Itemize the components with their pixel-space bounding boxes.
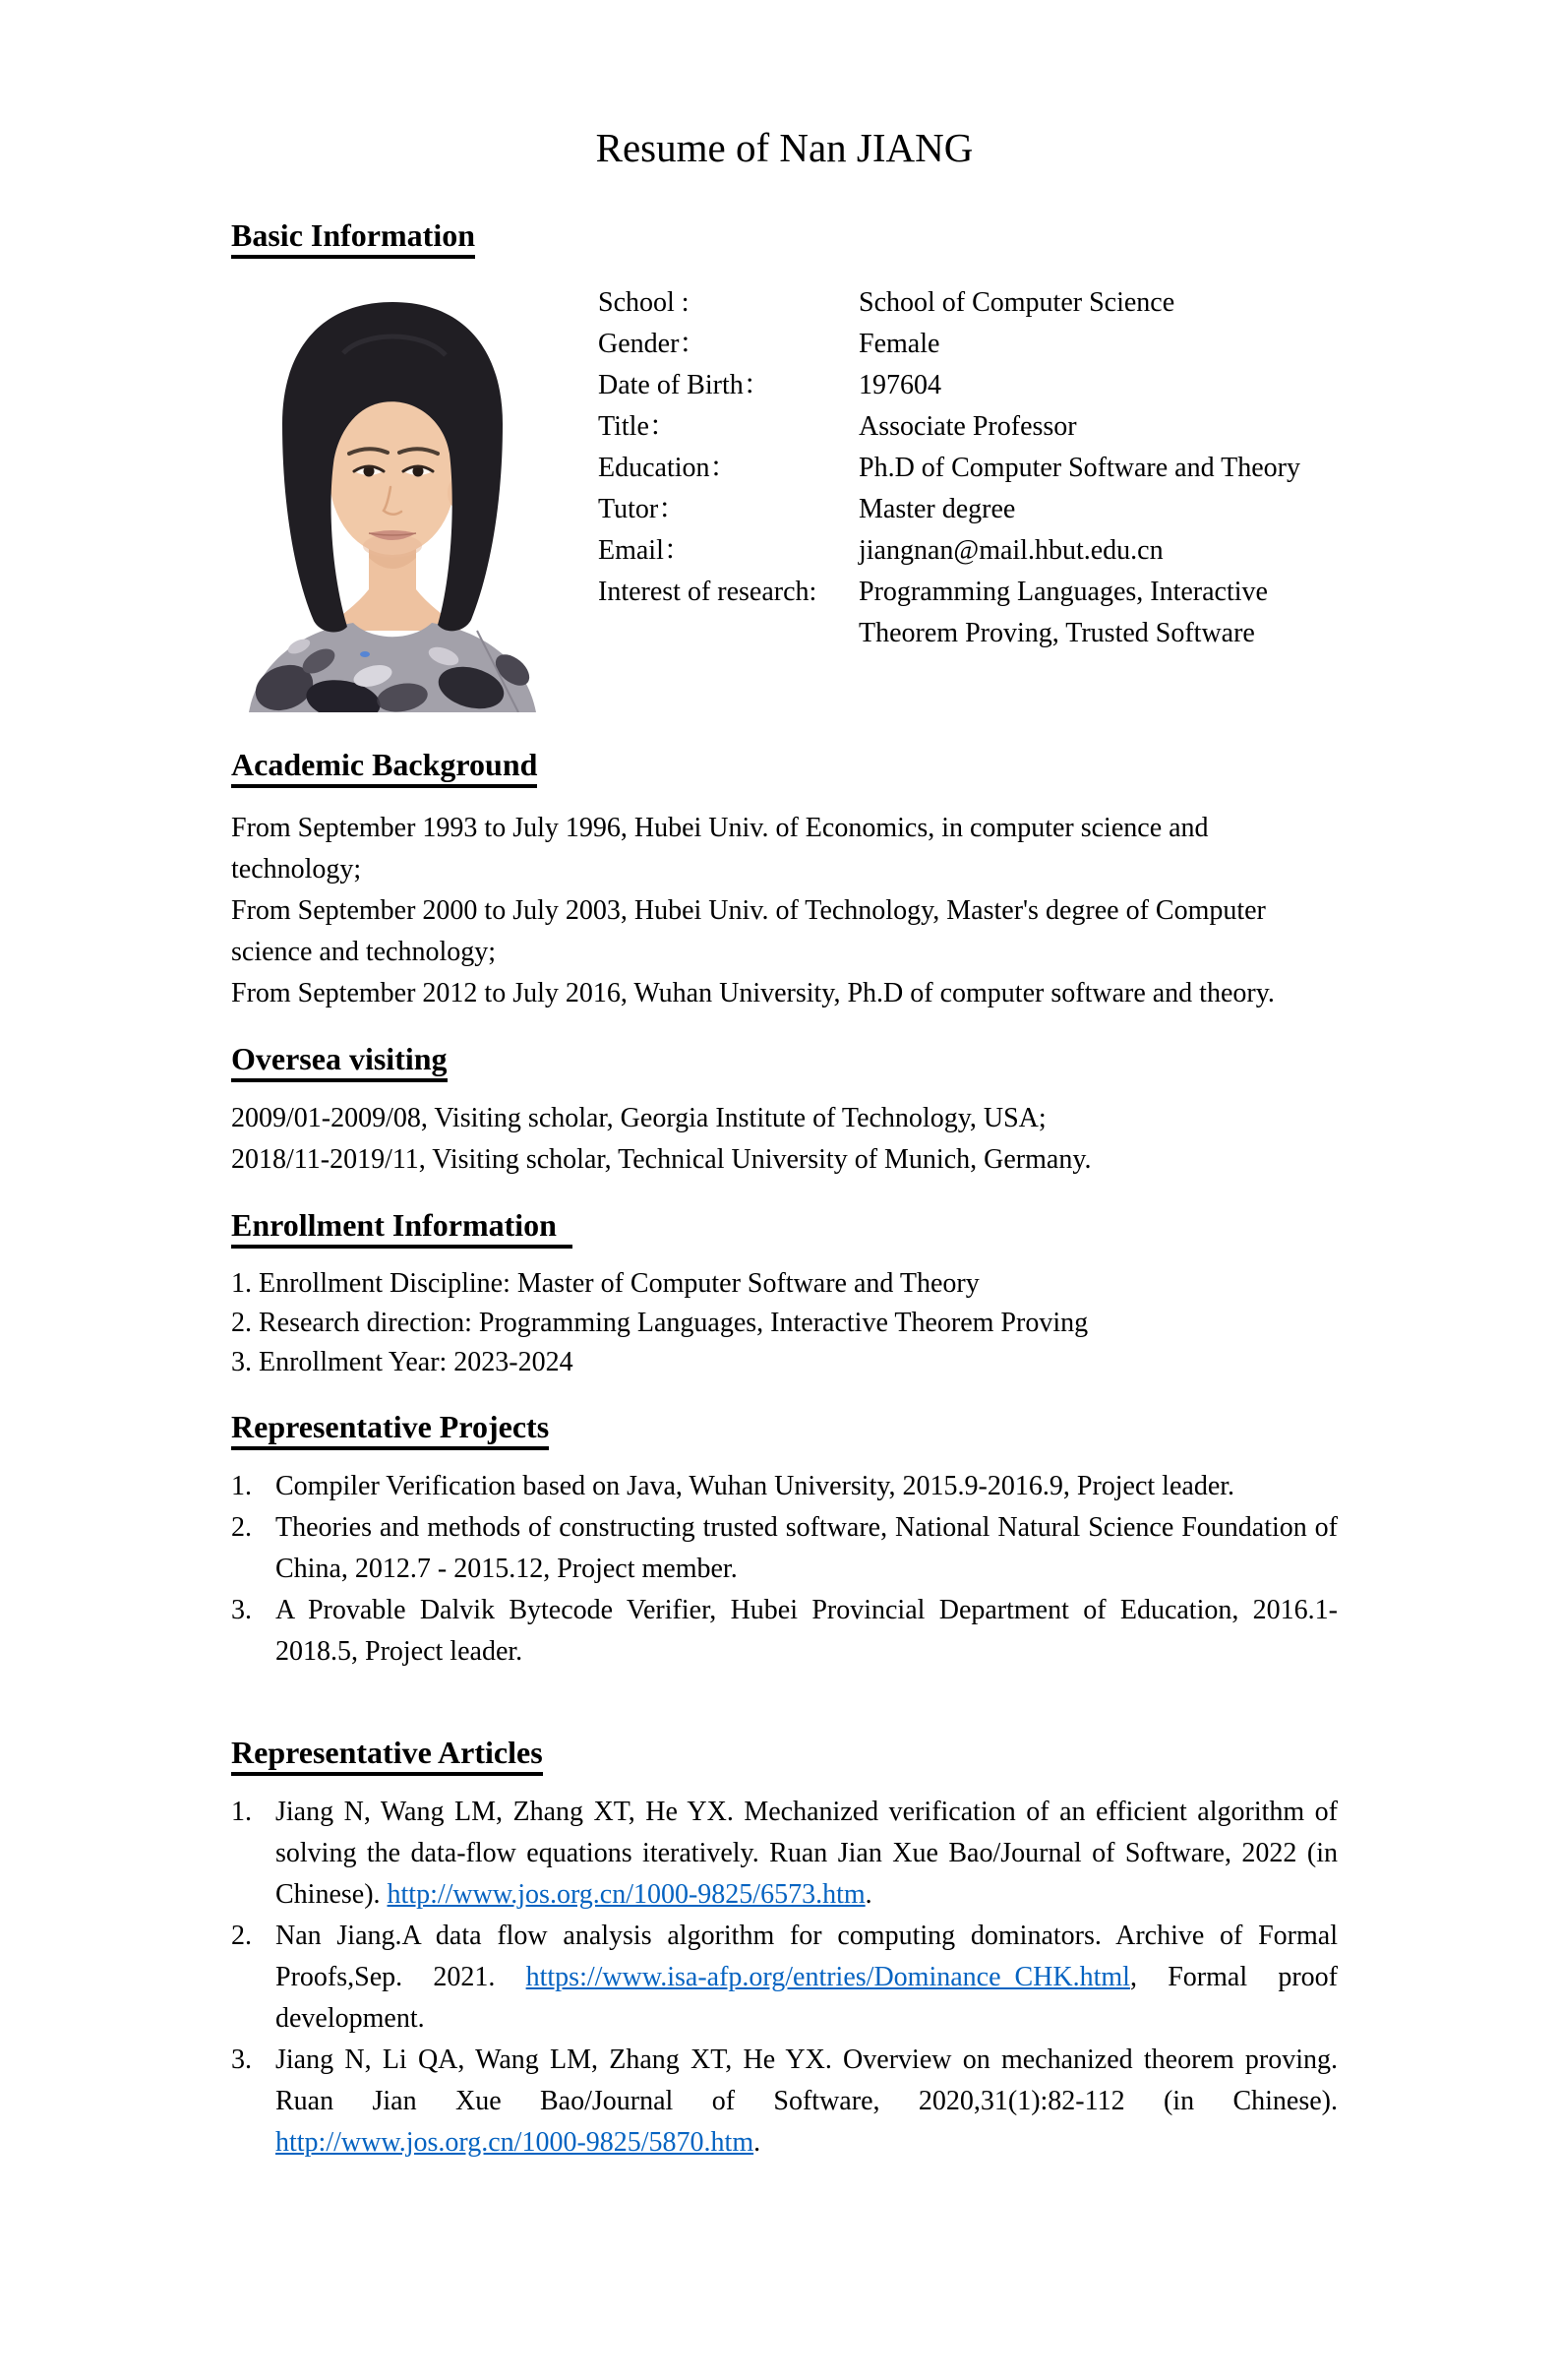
field-label-email: Email： — [598, 535, 691, 566]
article-link[interactable]: https://www.isa-afp.org/entries/Dominance_CHK.html — [525, 1962, 1130, 1992]
article-item — [231, 1916, 1338, 2040]
heading-enrollment-information: Enrollment Information — [231, 1206, 1338, 1249]
field-label-interest: Interest of research: — [598, 577, 817, 607]
project-item — [231, 1590, 1338, 1673]
project-item-text: A Provable Dalvik Bytecode Verifier, Hubei Provincial Department of Education, 2016.1-2018.5, Project leader. — [275, 1595, 1338, 1667]
article-citation: Nan Jiang.A data flow analysis algorithm for computing dominators. Archive of Formal Proofs,Sep. 2021. — [275, 1921, 1338, 1992]
profile-photo — [225, 294, 560, 712]
section-enrollment-information — [231, 1206, 1338, 1382]
field-label-education: Education： — [598, 453, 738, 483]
oversea-paragraph: 2009/01-2009/08, Visiting scholar, Georgia Institute of Technology, USA; — [231, 1103, 1047, 1133]
heading-representative-projects: Representative Projects — [231, 1408, 1338, 1450]
section-representative-projects — [231, 1408, 1338, 1673]
section-basic-information — [231, 216, 1338, 712]
project-item — [231, 1507, 1338, 1590]
page-title: Resume of Nan JIANG — [595, 125, 974, 170]
article-item-number: 1. — [231, 1797, 252, 1827]
article-item — [231, 2040, 1338, 2164]
article-item-text — [275, 1792, 1338, 1916]
article-citation: Jiang N, Li QA, Wang LM, Zhang XT, He YX. Overview on mechanized theorem proving. Ruan Jian Xue Bao/Journal of Software, 2020,31(1):82-112 (in Chinese). — [275, 2044, 1338, 2116]
article-item-number: 3. — [231, 2044, 252, 2075]
field-label-tutor: Tutor： — [598, 494, 687, 524]
academic-paragraph: From September 2000 to July 2003, Hubei Univ. of Technology, Master's degree of Computer science and technology; — [231, 895, 1266, 967]
heading-basic-information: Basic Information — [231, 216, 1338, 259]
project-item-text: Theories and methods of constructing trusted software, National Natural Science Foundation of China, 2012.7 - 2015.12, Project member. — [275, 1512, 1338, 1584]
article-link[interactable]: http://www.jos.org.cn/1000-9825/5870.htm — [275, 2127, 754, 2158]
field-value-email: jiangnan@mail.hbut.edu.cn — [859, 535, 1164, 566]
section-oversea-visiting — [231, 1040, 1338, 1181]
field-value-tutor: Master degree — [859, 494, 1016, 524]
article-item-number: 2. — [231, 1921, 252, 1951]
article-item — [231, 1792, 1338, 1916]
enrollment-item: 2. Research direction: Programming Languages, Interactive Theorem Proving — [231, 1308, 1089, 1338]
heading-oversea-visiting: Oversea visiting — [231, 1040, 1338, 1082]
oversea-paragraph: 2018/11-2019/11, Visiting scholar, Technical University of Munich, Germany. — [231, 1144, 1092, 1175]
field-value-date-of-birth: 197604 — [859, 370, 941, 400]
enrollment-item: 1. Enrollment Discipline: Master of Computer Software and Theory — [231, 1268, 980, 1299]
project-item-number: 1. — [231, 1471, 252, 1501]
field-value-gender: Female — [859, 329, 940, 359]
article-item-text — [275, 2040, 1338, 2164]
article-link[interactable]: http://www.jos.org.cn/1000-9825/6573.htm — [387, 1879, 866, 1910]
field-value-title: Associate Professor — [859, 411, 1077, 442]
project-item — [231, 1466, 1338, 1507]
project-item-number: 3. — [231, 1595, 252, 1625]
field-value-school: School of Computer Science — [859, 287, 1175, 318]
project-item-text: Compiler Verification based on Java, Wuhan University, 2015.9-2016.9, Project leader. — [275, 1471, 1235, 1501]
field-value-interest: Programming Languages, Interactive Theorem Proving, Trusted Software — [859, 577, 1268, 648]
article-citation-tail: . — [753, 2127, 761, 2158]
section-representative-articles — [231, 1734, 1338, 2164]
section-academic-background — [231, 746, 1338, 1014]
field-label-school: School : — [598, 287, 690, 318]
project-item-number: 2. — [231, 1512, 252, 1543]
field-label-title: Title： — [598, 411, 677, 442]
enrollment-item: 3. Enrollment Year: 2023-2024 — [231, 1347, 573, 1377]
field-value-education: Ph.D of Computer Software and Theory — [859, 453, 1300, 483]
academic-paragraph: From September 1993 to July 1996, Hubei Univ. of Economics, in computer science and technology; — [231, 813, 1209, 885]
article-citation: Jiang N, Wang LM, Zhang XT, He YX. Mechanized verification of an efficient algorithm of solving the data-flow equations iteratively. Ruan Jian Xue Bao/Journal of Software, 2022 (in Chinese). — [275, 1797, 1338, 1910]
article-citation-tail: . — [865, 1879, 872, 1910]
heading-academic-background: Academic Background — [231, 746, 1338, 788]
field-label-date-of-birth: Date of Birth： — [598, 370, 771, 400]
article-citation-tail: , Formal proof development. — [275, 1962, 1338, 2034]
basic-info-row — [231, 282, 1338, 712]
heading-representative-articles: Representative Articles — [231, 1734, 1338, 1776]
academic-paragraph: From September 2012 to July 2016, Wuhan University, Ph.D of computer software and theory. — [231, 978, 1275, 1008]
basic-info-table — [598, 282, 1338, 654]
article-item-text — [275, 1916, 1338, 2040]
field-label-gender: Gender： — [598, 329, 707, 359]
